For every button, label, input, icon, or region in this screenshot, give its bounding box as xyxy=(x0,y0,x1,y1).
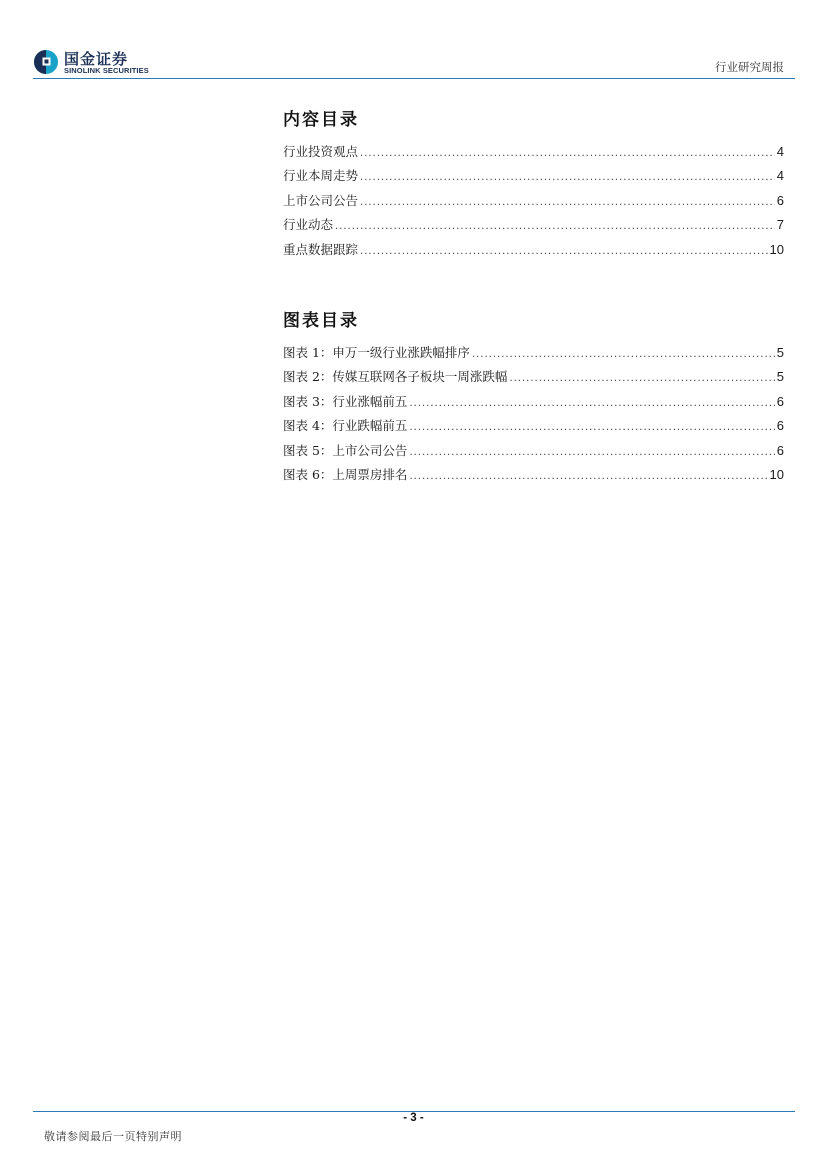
figure-entry-page: 6 xyxy=(776,418,784,434)
toc-entry-label: 重点数据跟踪 xyxy=(283,241,359,257)
toc-entry-page: 4 xyxy=(776,144,784,159)
dot-leader xyxy=(360,142,775,164)
toc-entry[interactable] xyxy=(283,189,784,213)
figure-entry-label: 图表 4：行业跌幅前五 xyxy=(283,418,408,434)
figure-entry[interactable] xyxy=(283,463,784,487)
dot-leader xyxy=(409,441,774,463)
dot-leader xyxy=(335,215,775,237)
figure-entry-label: 图表 5：上市公司公告 xyxy=(283,442,408,458)
dot-leader xyxy=(409,392,774,414)
page-number: - 3 - xyxy=(403,1112,424,1124)
toc-entry-label: 上市公司公告 xyxy=(283,192,359,208)
toc-entry-page: 10 xyxy=(769,241,784,257)
contents-section xyxy=(283,109,784,262)
figures-section xyxy=(283,310,784,487)
toc-entry[interactable] xyxy=(283,140,784,164)
header-divider xyxy=(33,78,795,79)
toc-entry-page: 4 xyxy=(776,168,784,184)
figure-entry-label: 图表 6：上周票房排名 xyxy=(283,466,408,482)
report-type-label: 行业研究周报 xyxy=(715,60,784,74)
dot-leader xyxy=(360,191,775,213)
toc-entry-label: 行业动态 xyxy=(283,217,334,233)
toc-entry-label: 行业投资观点 xyxy=(283,144,359,159)
disclaimer-note: 敬请参阅最后一页特别声明 xyxy=(44,1130,182,1143)
figures-title: 图表目录 xyxy=(283,311,359,331)
toc-entry-page: 6 xyxy=(776,192,784,208)
page-header xyxy=(0,0,827,80)
brand-logo xyxy=(33,47,163,77)
figure-entry-page: 5 xyxy=(776,369,784,385)
toc-entry[interactable] xyxy=(283,164,784,188)
figure-entry[interactable] xyxy=(283,365,784,389)
dot-leader xyxy=(409,416,774,438)
figure-entry[interactable] xyxy=(283,439,784,463)
figure-entry[interactable] xyxy=(283,341,784,365)
dot-leader xyxy=(472,343,775,365)
dot-leader xyxy=(360,166,775,188)
toc-entry-page: 7 xyxy=(776,217,784,233)
figure-entry-label: 图表 2：传媒互联网各子板块一周涨跌幅 xyxy=(283,369,508,385)
figure-entry-label: 图表 1：申万一级行业涨跌幅排序 xyxy=(283,345,470,360)
sinolink-logo-icon xyxy=(33,49,59,75)
logo-english-name: SINOLINK SECURITIES xyxy=(64,66,149,75)
figure-entry-page: 6 xyxy=(776,442,784,458)
logo-chinese-name: 国金证券 xyxy=(64,50,129,68)
dot-leader xyxy=(509,367,774,389)
figure-entry-page: 10 xyxy=(769,466,784,482)
figure-entry-page: 5 xyxy=(776,345,784,360)
contents-title: 内容目录 xyxy=(283,110,359,130)
toc-entry-label: 行业本周走势 xyxy=(283,168,359,184)
dot-leader xyxy=(360,240,768,262)
figure-entry[interactable] xyxy=(283,390,784,414)
figure-entry[interactable] xyxy=(283,414,784,438)
figures-list xyxy=(283,341,784,487)
figure-entry-page: 6 xyxy=(776,393,784,409)
contents-list xyxy=(283,140,784,262)
toc-entry[interactable] xyxy=(283,213,784,237)
dot-leader xyxy=(409,465,767,487)
toc-entry[interactable] xyxy=(283,238,784,262)
figure-entry-label: 图表 3：行业涨幅前五 xyxy=(283,393,408,409)
